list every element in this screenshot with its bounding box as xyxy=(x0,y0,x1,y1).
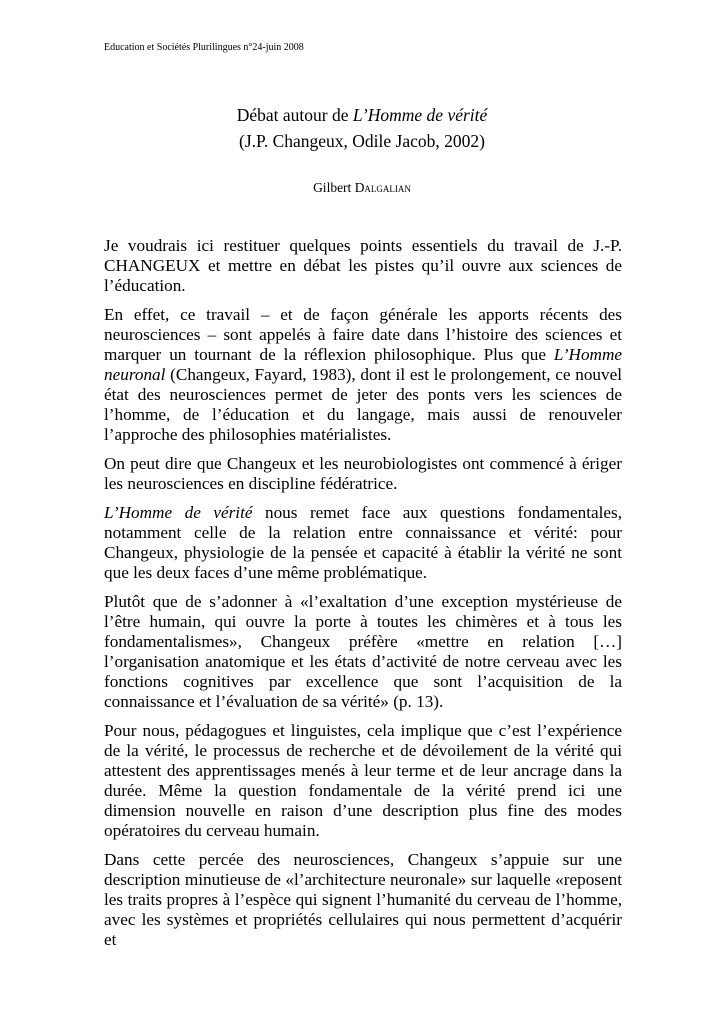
paragraph-3: On peut dire que Changeux et les neurobiologistes ont commencé à ériger les neurosciences en discipline fédératrice. xyxy=(104,453,622,494)
paragraph-4 xyxy=(104,503,622,583)
author-name xyxy=(0,180,724,196)
paragraph-6: Pour nous, pédagogues et linguistes, cela implique que c’est l’expérience de la vérité, le processus de recherche et de dévoilement de la vérité qui attestent des apprentissages menés à leur terme et de leur ancrage dans la durée. Même la question fondamentale de la vérité prend ici une dimension nouvelle en raison d’une description plus fine des modes opératoires du cerveau humain. xyxy=(104,720,622,841)
running-header: Education et Sociétés Plurilingues n°24-juin 2008 xyxy=(104,42,304,53)
body-text xyxy=(104,236,622,959)
title-prefix: Débat autour de xyxy=(236,105,353,125)
author-first-name: Gilbert xyxy=(313,180,355,195)
paragraph-5: Plutôt que de s’adonner à «l’exaltation d’une exception mystérieuse de l’être humain, qui ouvre la porte à toutes les chimères et à tous les fondamentalismes», Changeux préfère «mettre en relation […] l’organisation anatomique et les états d’activité de notre cerveau avec les fonctions cognitives par excellence que sont l’acquisition de la connaissance et l’évaluation de sa vérité» (p. 13). xyxy=(104,591,622,711)
article-title xyxy=(0,104,724,126)
paragraph-4-book-title: L’Homme de vérité xyxy=(104,502,253,522)
paragraph-2-book-title: L’Homme neuronal xyxy=(104,344,622,385)
paragraph-1: Je voudrais ici restituer quelques points essentiels du travail de J.-P. CHANGEUX et mettre en débat les pistes qu’il ouvre aux sciences de l’éducation. xyxy=(104,236,622,296)
article-subtitle: (J.P. Changeux, Odile Jacob, 2002) xyxy=(239,131,485,151)
book-title: L’Homme de vérité xyxy=(352,105,488,125)
author-last-name: Dalgalian xyxy=(354,180,411,195)
paragraph-7: Dans cette percée des neurosciences, Changeux s’appuie sur une description minutieuse de «l’architecture neuronale» sur laquelle «reposent les traits propres à l’espèce qui signent l’humanité du cerveau de l’homme, avec les systèmes et propriétés cellulaires qui nous permettent d’acquérir et xyxy=(104,849,622,949)
paragraph-2-text-b: (Changeux, Fayard, 1983), dont il est le prolongement, ce nouvel état des neurosciences permet de jeter des ponts vers les sciences de l’homme, de l’éducation et du langage, mais aussi de renouveler l’approche des philosophies matérialistes. xyxy=(104,365,622,445)
paragraph-2 xyxy=(104,305,622,446)
paragraph-4-text: nous remet face aux questions fondamentales, notamment celle de la relation entre connaissance et vérité: pour Changeux, physiologie de la pensée et capacité à établir la vérité ne sont que les deux faces d’une même problématique. xyxy=(104,502,622,582)
paragraph-2-text-a: En effet, ce travail – et de façon générale les apports récents des neurosciences – sont appelés à faire date dans l’histoire des sciences et marquer un tournant de la réflexion philosophique. Plus que xyxy=(104,304,622,364)
